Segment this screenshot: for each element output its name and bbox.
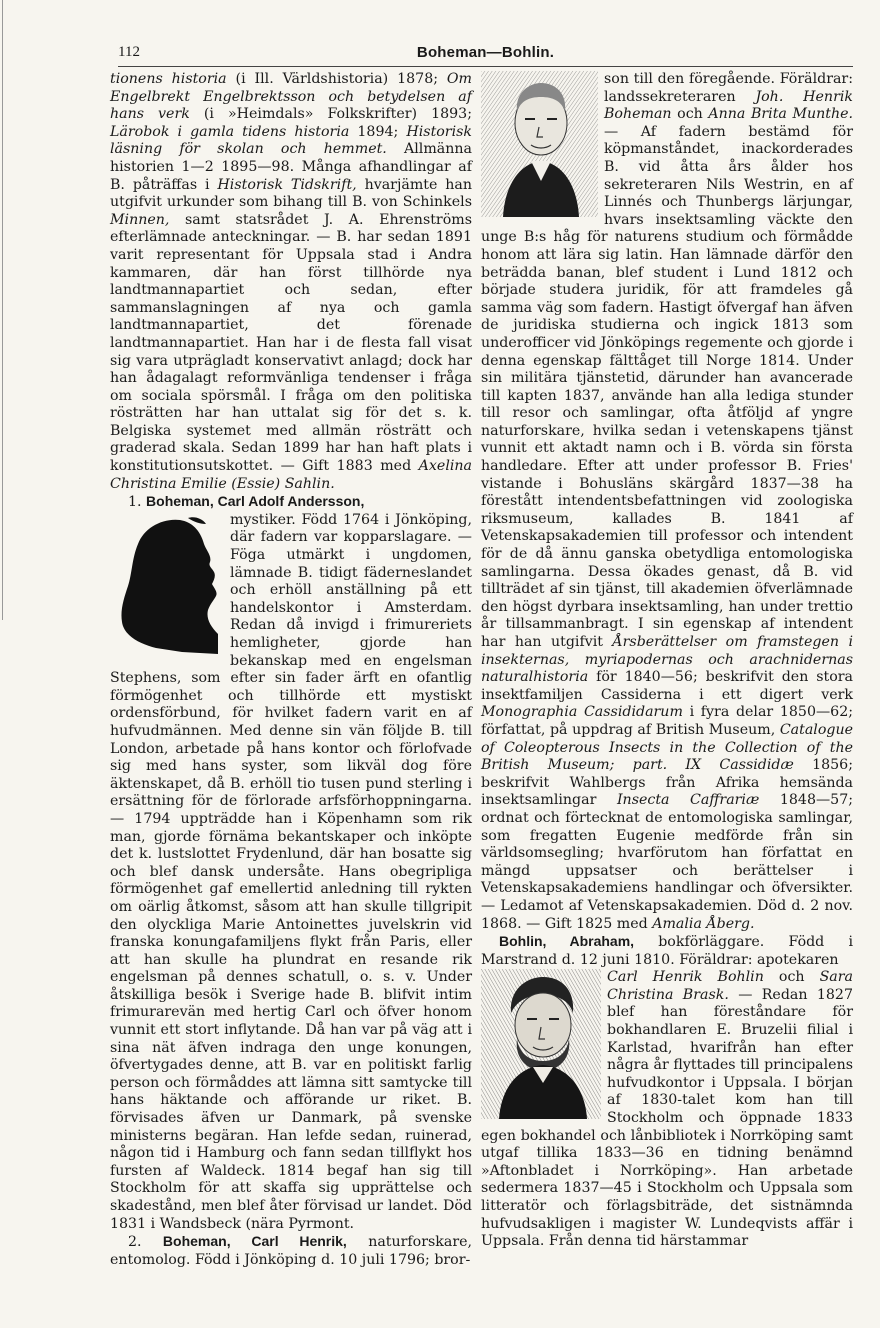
- entry-headword: Bohlin, Abraham,: [499, 933, 635, 950]
- text: (i Ill. Världshistoria) 1878;: [226, 71, 447, 87]
- text: son till den föregående. Föräldrar: landssekreteraren: [604, 71, 853, 105]
- text-italic: Historisk läsning för skolan och hemmet.: [110, 123, 473, 158]
- page-number: 112: [118, 44, 140, 60]
- entry-boheman-carl-henrik-start: [110, 1233, 472, 1269]
- page-header: [118, 44, 853, 66]
- entry-boheman-carl-henrik-cont: [481, 71, 853, 933]
- page-edge-line: [2, 0, 3, 620]
- text-italic: Historisk Tidskrift,: [217, 176, 357, 193]
- text: samt statsrådet J. A. Ehrenströms efterlämnade anteckningar. — B. har sedan 1891 varit representant för Uppsala stad i Andra kammaren, där han först tillhörde nya landtmannapartiet och sedan, efter sammanslagningen af nya och gamla landtmannapartiet, det förenade landtmannapartiet. Han har i de flesta fall visat sig vara utprägladt konservativt anlagd; dock har han ådagalagt reformvänliga tendenser i fråga om sociala spörsmål. I fråga om den politiska rösträtten har han uttalat sig för det s. k. Belgiska systemet med allmän rösträtt och graderad skala. Sedan 1899 har han haft plats i konstitutionsutskottet. — Gift 1883 med: [110, 211, 472, 475]
- text-italic: Joh. Henrik Boheman: [604, 88, 853, 123]
- text: (i »Heimdals» Folkskrifter) 1893;: [189, 106, 472, 123]
- entry-headword: Boheman, Carl Adolf Andersson,: [146, 493, 365, 510]
- header-rule: [118, 66, 853, 67]
- text-italic: Anna Brita Munthe.: [708, 106, 853, 123]
- text-italic: Catalogue of Coleopterous Insects in the Collection of the British Museum; part. IX Cassididæ: [481, 721, 853, 774]
- entry-boheman-carl-adolf: [110, 512, 472, 1233]
- text: 1894;: [349, 123, 407, 140]
- text-italic: Lärobok i gamla tidens historia: [110, 123, 350, 140]
- text-italic: tionens historia: [110, 71, 227, 87]
- text: och: [763, 969, 820, 986]
- text: mystiker. Född 1764 i Jönköping, där fadern var kopparslagare. — Föga utmärkt i ungdomen, lämnade B. tidigt fäderneslandet och erhöll anställning på ett handelskontor i Amsterdam. Redan då invigd i frimureriets hemligheter, gjorde han bekanskap med en engelsman Stephens, som efter sin fader ärft en ofantlig förmögenhet och tillhörde ett mystiskt ordensförbund, för hvilket fadern varit en af hufvudmännen. Med denne sin vän följde B. till London, arbetade på hans kontor och förlofvade sig med hans syster, som likväl dog före äktenskapet, då B. erhöll tio tusen pund sterling i ersättning för de förlorade arfsförhoppningarna. — 1794 uppträdde han i Köpenhamn som rik man, gjorde förnäma bekantskaper och inköpte det k. lustslottet Frydenlund, där han bosatte sig och blef dansk undersåte. Hans obegripliga förmögenhet gaf emellertid anledning till rykten om oärlig åtkomst, såsom att han skulle tillgripit den olyckliga Marie Antoinettes juvelskrin vid franska konungafamiljens flykt från Paris, eller att han skulle ha plundrat en resande rik engelsman på dennes schatull, o. s. v. Under åtskilliga besök i Sverige hade B. blifvit intim frimurarevän med hertig Carl och öfver honom vunnit ett stort inflytande. Då han var på väg att i sina nät äfven indraga den unge konungen, öfvertygades denne, att B. var en politiskt farlig person och förmåddes att lämna sitt samtycke till hans häktande och afförande ur riket. B. förvisades äfven ur Danmark, på svenske ministerns begäran. Han lefde sedan, ruinerad, någon tid i Hamburg och fann sedan tillflykt hos fursten af Waldeck. 1814 begaf han sig till Stockholm för att skaffa sig upprättelse och skadestånd, men blef åter förvisad ur landet. Död 1831 i Wandsbeck (nära Pyrmont.: [110, 511, 472, 1232]
- engraved-portrait-icon: [481, 71, 598, 217]
- silhouette-portrait-icon: [110, 514, 224, 654]
- text-italic: Om Engelbrekt Engelbrektsson och betydelsen af hans verk: [110, 71, 473, 123]
- text-italic: Årsberättelser om framstegen i insekternas, myriapodernas och arachnidernas naturalhistoria: [481, 634, 853, 686]
- text-italic: Monographia Cassididarum: [481, 704, 683, 721]
- text: 1856; beskrifvit Wahlbergs från Afrika hemsända insektsamlingar: [481, 757, 853, 809]
- left-column: [110, 71, 472, 1269]
- running-head: Boheman—Bohlin.: [416, 44, 555, 61]
- text-italic: Minnen,: [110, 211, 170, 228]
- text-italic: Insecta Caffrariæ: [616, 792, 760, 809]
- text-italic: Axelina Christina Emilie (Essie) Sahlin.: [110, 458, 472, 492]
- entry-boheman-carl-adolf-title: [110, 493, 472, 512]
- intro-paragraph: [110, 71, 472, 493]
- text: Allmänna historien 1—2 1895—98. Många afhandlingar af B. påträffas i: [110, 141, 472, 193]
- text-italic: Sara Christina Brask.: [607, 969, 853, 1003]
- text: naturforskare, entomolog. Född i Jönköping d. 10 juli 1796; bror-: [110, 1234, 473, 1268]
- entry-number: 1.: [128, 494, 147, 511]
- entry-bohlin-abraham: [481, 933, 853, 969]
- text: 1848—57; ordnat och förtecknat de entomologiska samlingar, som fregatten Eugenie medförde från sin världsomsegling; hvarförutom han författat en mängd uppsatser och berättelser i Vetenskapsakademiens handlingar och öfversikter. — Ledamot af Vetenskapsakademien. Död d. 2 nov. 1868. — Gift 1825 med: [481, 792, 854, 932]
- entry-bohlin-abraham-body: [481, 969, 853, 1251]
- text: — Af fadern bestämd för köpmanståndet, inackorderades B. vid åtta års ålder hos sekreteraren Nils Westrin, en af Linnés och Thunbergs lärjungar, hvars insektsamling väckte den unge B:s håg för naturens studium och förmådde honom att lära sig latin. Han lämnade därför den beträdda banan, blef student i Lund 1812 och började studera juridik, för att framdeles gå samma väg som fadern. Hastigt öfvergaf han äfven de juridiska studierna och ingick 1813 som underofficer vid Jönköpings regemente och gjorde i denna egenskap fälttåget till Norge 1814. Under sin militära tjänstetid, därunder han avancerade till kapten 1837, använde han alla lediga stunder till resor och samlingar, ofta åtföljd af yngre naturforskare, hvilka sedan i vetenskapens tjänst vunnit ett aktadt namn och i B. vörda sin första handledare. Efter att under professor B. Fries' vistande i Bohusläns skärgård 1837—38 ha förestått intendentsbefattningen vid zoologiska riksmuseum, kallades B. 1841 af Vetenskapsakademien till professor och intendent för de då ännu ganska obetydliga entomologiska samlingarna. Dessa ökades genast, då B. vid tillträdet af sin tjänst, till akademien öfverlämnade den högst dyrbara insektsamling, han under trettio år tillsammanbragt. I sin egenskap af intendent har han utgifvit: [481, 123, 853, 650]
- right-column: [481, 71, 853, 1251]
- text: bokförläggare. Född i Marstrand d. 12 juni 1810. Föräldrar: apotekaren: [481, 934, 853, 968]
- entry-number: 2.: [128, 1234, 163, 1251]
- text-italic: Carl Henrik Bohlin: [607, 969, 764, 986]
- text: för 1840—56; beskrifvit den stora insektfamiljen Cassiderna i ett digert verk: [481, 669, 853, 703]
- text: och: [671, 106, 709, 123]
- text: i fyra delar 1850—62; författat, på uppdrag af British Museum,: [481, 704, 853, 738]
- text: — Redan 1827 blef han föreståndare för bokhandlaren E. Bruzelii filial i Karlstad, hvarifrån han efter några år flyttades till principalens hufvudkontor i Uppsala. I början af 1830-talet kom han till Stockholm och öppnade 1833 egen bokhandel och lånbibliotek i Norrköping samt utgaf tillika 1833—36 en tidning benämnd »Aftonbladet i Norrköping». Han arbetade sedermera 1837—45 i Stockholm och Uppsala som litteratör och förlagsbiträde, det sistnämnda hufvudsakligen i magister W. Lundeqvists affär i Uppsala. Från denna tid härstammar: [481, 986, 853, 1250]
- text: hvarjämte han utgifvit urkunder som bihang till B. von Schinkels: [110, 176, 472, 211]
- engraved-portrait-icon: [481, 969, 601, 1119]
- text-italic: Amalia Åberg.: [652, 915, 755, 932]
- entry-headword: Boheman, Carl Henrik,: [162, 1233, 347, 1250]
